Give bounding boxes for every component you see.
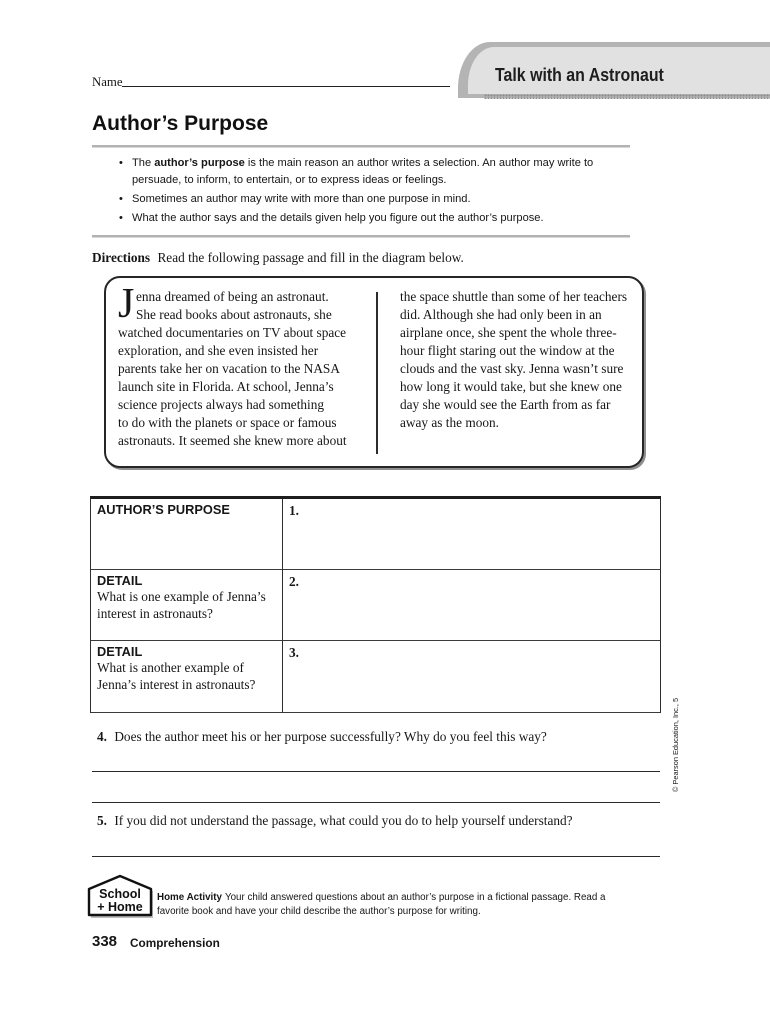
key-points-list (118, 155, 648, 229)
passage-line: launch site in Florida. At school, Jenna’s (118, 379, 334, 394)
name-field[interactable] (122, 86, 450, 87)
key-points-divider (92, 235, 630, 238)
passage-line: hour flight staring out the window at the (400, 343, 615, 358)
logo-line-home: + Home (97, 900, 143, 914)
logo-line-school: School (99, 887, 141, 901)
diagram-row-heading: DETAIL (97, 644, 143, 659)
home-activity-label: Home Activity (157, 892, 222, 903)
key-point (118, 191, 648, 208)
passage-line: science projects always had something (118, 397, 325, 412)
diagram-row-heading: AUTHOR’S PURPOSE (97, 502, 230, 517)
diagram-row-heading: DETAIL (97, 573, 143, 588)
passage-line: parents take her on vacation to the NASA (118, 361, 340, 376)
home-activity-line (157, 891, 606, 905)
header-tab-dotted-edge (484, 94, 770, 99)
question-4 (97, 729, 547, 745)
question-number: 5. (97, 813, 107, 828)
diagram-row-question: What is one example of Jenna’s (97, 589, 266, 604)
key-point-text: is the main reason an author writes a selection. An author may write to (244, 157, 594, 169)
passage-line: clouds and the vast sky. Jenna wasn’t sure (400, 361, 624, 376)
passage-line: watched documentaries on TV about space (118, 325, 347, 340)
passage-line: enna dreamed of being an astronaut. (136, 289, 329, 304)
passage-line: to do with the planets or space or famous (118, 415, 337, 430)
school-home-logo (86, 874, 154, 918)
page-title: Author’s Purpose (92, 112, 269, 135)
key-point-text: The (132, 157, 155, 169)
answer-number: 1. (289, 503, 299, 518)
authors-purpose-answer-cell[interactable] (283, 499, 661, 570)
bullet-icon (119, 210, 123, 227)
diagram-label-cell (91, 641, 283, 713)
home-activity-text: Your child answered questions about an author’s purpose in a fictional passage. Read a (224, 892, 606, 903)
detail-2-answer-cell[interactable] (283, 641, 661, 713)
home-activity (157, 891, 606, 919)
passage-column-left (118, 288, 347, 450)
passage-line: She read books about astronauts, she (136, 307, 332, 322)
key-point-text: What the author says and the details given help you figure out the author’s purpose. (132, 212, 544, 224)
diagram-row-question: interest in astronauts? (97, 605, 213, 621)
passage-line: the space shuttle than some of her teachers (400, 289, 628, 304)
passage-line: did. Although she had only been in an (400, 307, 602, 322)
title-divider (92, 145, 630, 148)
section-name: Comprehension (130, 936, 220, 950)
passage-line: day she would see the Earth from as far (400, 397, 611, 412)
answer-line[interactable] (92, 856, 660, 857)
diagram-label-cell (91, 570, 283, 641)
home-activity-line: favorite book and have your child describe the author’s purpose for writing. (157, 906, 481, 917)
passage-line: astronauts. It seemed she knew more about (118, 433, 347, 448)
passage-line: airplane once, she spent the whole three- (400, 325, 617, 340)
key-term: author’s purpose (154, 157, 245, 169)
passage-line: away as the moon. (400, 415, 499, 430)
column-divider (376, 292, 378, 454)
question-text: Does the author meet his or her purpose successfully? Why do you feel this way? (114, 729, 547, 744)
reading-passage (104, 276, 644, 468)
passage-line: exploration, and she even insisted her (118, 343, 319, 358)
question-number: 4. (97, 729, 107, 744)
page-number: 338 (92, 933, 118, 950)
passage-column-right (400, 288, 627, 432)
answer-number: 2. (289, 574, 299, 589)
key-point-text: Sometimes an author may write with more than one purpose in mind. (132, 193, 471, 205)
diagram-label-cell (91, 499, 283, 570)
question-5 (97, 813, 573, 829)
key-point (118, 155, 648, 189)
purpose-diagram (90, 496, 661, 713)
bullet-icon (119, 155, 123, 172)
key-point (118, 210, 648, 227)
directions-text: Read the following passage and fill in the diagram below. (157, 250, 464, 265)
name-label: Name (92, 75, 123, 89)
key-point-continuation: persuade, to inform, to entertain, or to express ideas or feelings. (132, 174, 447, 186)
diagram-row-question: Jenna’s interest in astronauts? (97, 676, 256, 692)
answer-line[interactable] (92, 771, 660, 772)
drop-cap: J (118, 281, 135, 327)
lesson-title: Talk with an Astronaut (495, 64, 664, 85)
bullet-icon (119, 191, 123, 208)
directions (92, 250, 464, 266)
answer-line[interactable] (92, 802, 660, 803)
diagram-row-question: What is another example of (97, 660, 244, 675)
question-text: If you did not understand the passage, what could you do to help yourself understand? (114, 813, 573, 828)
directions-label: Directions (92, 250, 151, 265)
copyright-notice: © Pearson Education, Inc., 5 (671, 697, 680, 793)
detail-1-answer-cell[interactable] (283, 570, 661, 641)
answer-number: 3. (289, 645, 299, 660)
passage-line: how long it would take, but she knew one (400, 379, 622, 394)
